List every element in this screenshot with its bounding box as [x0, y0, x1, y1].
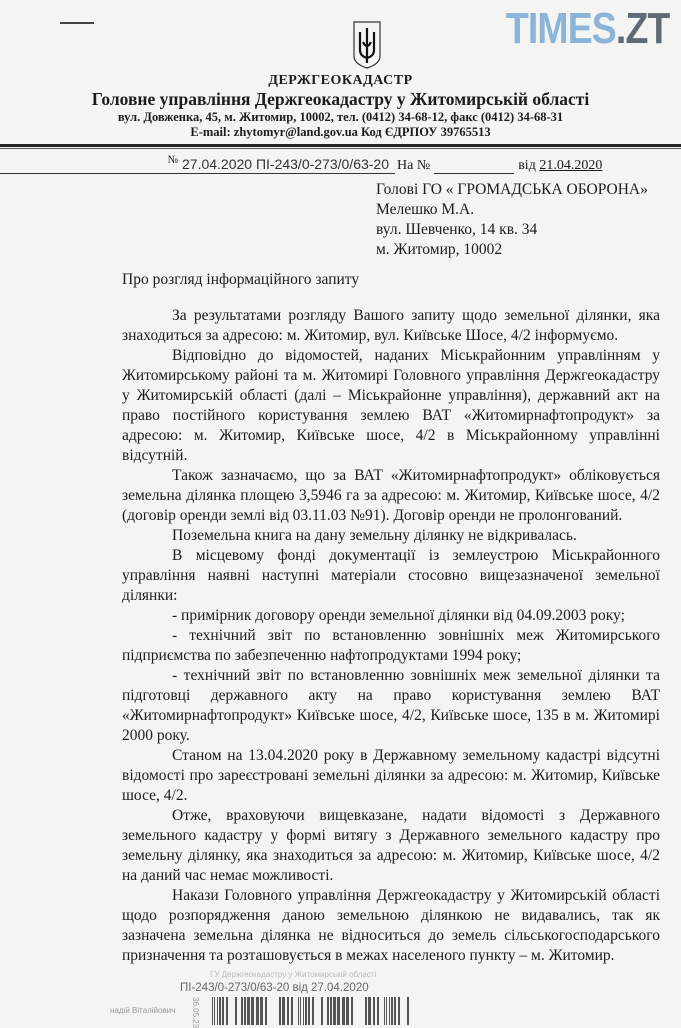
barcode-bar: [312, 997, 314, 1025]
scan-mark: [60, 22, 94, 24]
list-item: - примірник договору оренди земельної ділянки від 04.09.2003 року;: [172, 607, 625, 624]
department-contacts: E-mail: zhytomyr@land.gov.ua Код ЄДРПОУ 39765513: [190, 125, 491, 139]
letter-body: [122, 306, 660, 966]
barcode-bar: [235, 997, 237, 1025]
barcode-bar: [330, 997, 332, 1025]
barcode-bar: [241, 997, 243, 1025]
letterhead: [0, 72, 681, 140]
reply-to-blank: [434, 157, 514, 174]
barcode-bar: [373, 997, 375, 1025]
barcode-bar: [291, 997, 293, 1025]
barcode-bar: [407, 997, 409, 1025]
agency-name: ДЕРЖГЕОКАДАСТР: [268, 73, 413, 88]
barcode-bar: [384, 997, 385, 1025]
paragraph: За результатами розгляду Вашого запиту щодо земельної ділянки, яка знаходиться за адресою: м. Житомир, вул. Київське Шосе, 4/2 інформуємо.: [122, 307, 660, 344]
from-date: 21.04.2020: [539, 158, 603, 173]
paragraph: Станом на 13.04.2020 року в Державному земельному кадастрі відсутні відомості про зареєстровані земельні ділянки за адресою: м. Житомир, Київське шосе, 4/2.: [122, 747, 660, 804]
paragraph: Поземельна книга на дану земельну ділянку не відкривалась.: [172, 527, 577, 544]
number-sign: №: [167, 154, 178, 166]
letter-main: [110, 270, 660, 1028]
list-item: - технічний звіт по встановленню зовнішніх меж земельної ділянки та підготовці державного акту на право користування землею ВАТ «Житомирнафтопродукт» Київське шосе, 4/2, Київське шосе, 135 в м. Житомирі 2000 року.: [122, 667, 660, 744]
barcode-bar: [244, 997, 246, 1025]
barcode-bar: [346, 997, 349, 1025]
barcode-bar: [305, 997, 307, 1025]
paragraph: В місцевому фонді документації із землеустрою Міськрайонного управління наявні наступні матеріали стосовно вищезазначеної земельної ділянки:: [122, 547, 660, 604]
barcode-bar: [298, 997, 299, 1025]
barcode-bar: [256, 997, 259, 1025]
barcode-bar: [279, 997, 281, 1025]
barcode-bar: [222, 997, 224, 1025]
barcode-bar: [368, 997, 371, 1025]
stamp-code: 36.05.23: [191, 997, 200, 1028]
barcode-bar: [300, 997, 301, 1025]
barcode-bar: [287, 997, 289, 1025]
barcode-bar: [247, 997, 250, 1025]
registration-stamp: [110, 970, 660, 1028]
barcode-bar: [265, 997, 267, 1025]
executor-name: надій Віталійович: [110, 1006, 176, 1015]
department-name: Головне управління Держгеокадастру у Житомирській області: [91, 89, 590, 109]
header-rule: [0, 144, 681, 147]
addressee: Голові ГО « ГРОМАДСЬКА ОБОРОНА» Мелешко М.А. вул. Шевченко, 14 кв. 34 м. Житомир, 10002: [376, 181, 648, 258]
stamp-registration: ПІ-243/0-273/0/63-20 від 27.04.2020: [180, 982, 369, 994]
coat-of-arms-icon: [352, 20, 382, 70]
barcode-bar: [217, 997, 218, 1025]
department-address: вул. Довженка, 45, м. Житомир, 10002, тел. (0412) 34-68-12, факс (0412) 34-68-31: [117, 110, 564, 124]
barcode-bar: [365, 997, 367, 1025]
barcode-bar: [226, 997, 228, 1025]
barcode-bar: [321, 997, 323, 1025]
from-date-block: від 21.04.2020: [518, 158, 603, 173]
paragraph: Відповідно до відомостей, наданих Міськрайонним управлінням у Житомирському районі та м. Житомирі Головного управління Держгеокадастру у Житомирській області (далі – Міськрайонне управління), державний акт на право постійного користування землею ВАТ «Житомирнафтопродукт» за адресою: м. Житомир, Київське шосе, 4/2 в Міськрайонному управлінні відсутній.: [122, 347, 660, 464]
barcode-bar: [251, 997, 254, 1025]
stamp-org: ГУ Держгеокадастру у Житомирській області: [210, 970, 377, 979]
registration-line: [0, 154, 395, 174]
barcode-bar: [394, 997, 396, 1025]
header-rule-thin: [0, 148, 681, 149]
barcode-bar: [333, 997, 336, 1025]
barcode-bar: [351, 997, 353, 1025]
watermark-logo: TIMES.ZT: [505, 4, 669, 53]
barcode-bar: [212, 997, 213, 1025]
barcode-bar: [386, 997, 387, 1025]
barcode: [205, 997, 415, 1025]
barcode-bar: [308, 997, 310, 1025]
registration-row: [0, 152, 681, 174]
barcode-bar: [282, 997, 285, 1025]
letter-subject: Про розгляд інформаційного запиту: [122, 271, 360, 288]
barcode-bar: [327, 997, 329, 1025]
paragraph: Отже, враховуючи вищевказане, надати відомості з Державного земельного кадастру у формі витягу з Державного земельного кадастру про земельну ділянку, яка знаходиться за адресою: м. Житомир, Київське шосе, 4/2 на даний час немає можливості.: [122, 807, 660, 884]
barcode-bar: [377, 997, 379, 1025]
barcode-bar: [337, 997, 340, 1025]
reply-to-label: На №: [397, 158, 431, 173]
barcode-bar: [391, 997, 393, 1025]
barcode-bar: [219, 997, 221, 1025]
barcode-bar: [303, 997, 304, 1025]
barcode-bar: [214, 997, 215, 1025]
paragraph: Накази Головного управління Держгеокадастру у Житомирській області щодо розпорядження даною земельною ділянкою не видавались, так як зазначена земельна ділянка не відноситься до земель сільськогосподарського призначення та розташовується в межах населеного пункту – м. Житомир.: [122, 887, 660, 964]
barcode-bar: [389, 997, 390, 1025]
paragraph: Також зазначаємо, що за ВАТ «Житомирнафтопродукт» обліковується земельна ділянка площею 3,5946 га за адресою: м. Житомир, Київське шосе, 4/2 (договір оренди землі від 03.11.03 №91). Договір оренди не пролонгований.: [122, 467, 660, 524]
barcode-bar: [398, 997, 400, 1025]
registration-number: 27.04.2020 ПІ-243/0-273/0/63-20: [182, 156, 389, 172]
list-item: - технічний звіт по встановленню зовнішніх меж Житомирського підприємства по забезпеченню нафтопродуктами 1994 року;: [122, 627, 660, 664]
barcode-bar: [342, 997, 345, 1025]
barcode-bar: [260, 997, 263, 1025]
